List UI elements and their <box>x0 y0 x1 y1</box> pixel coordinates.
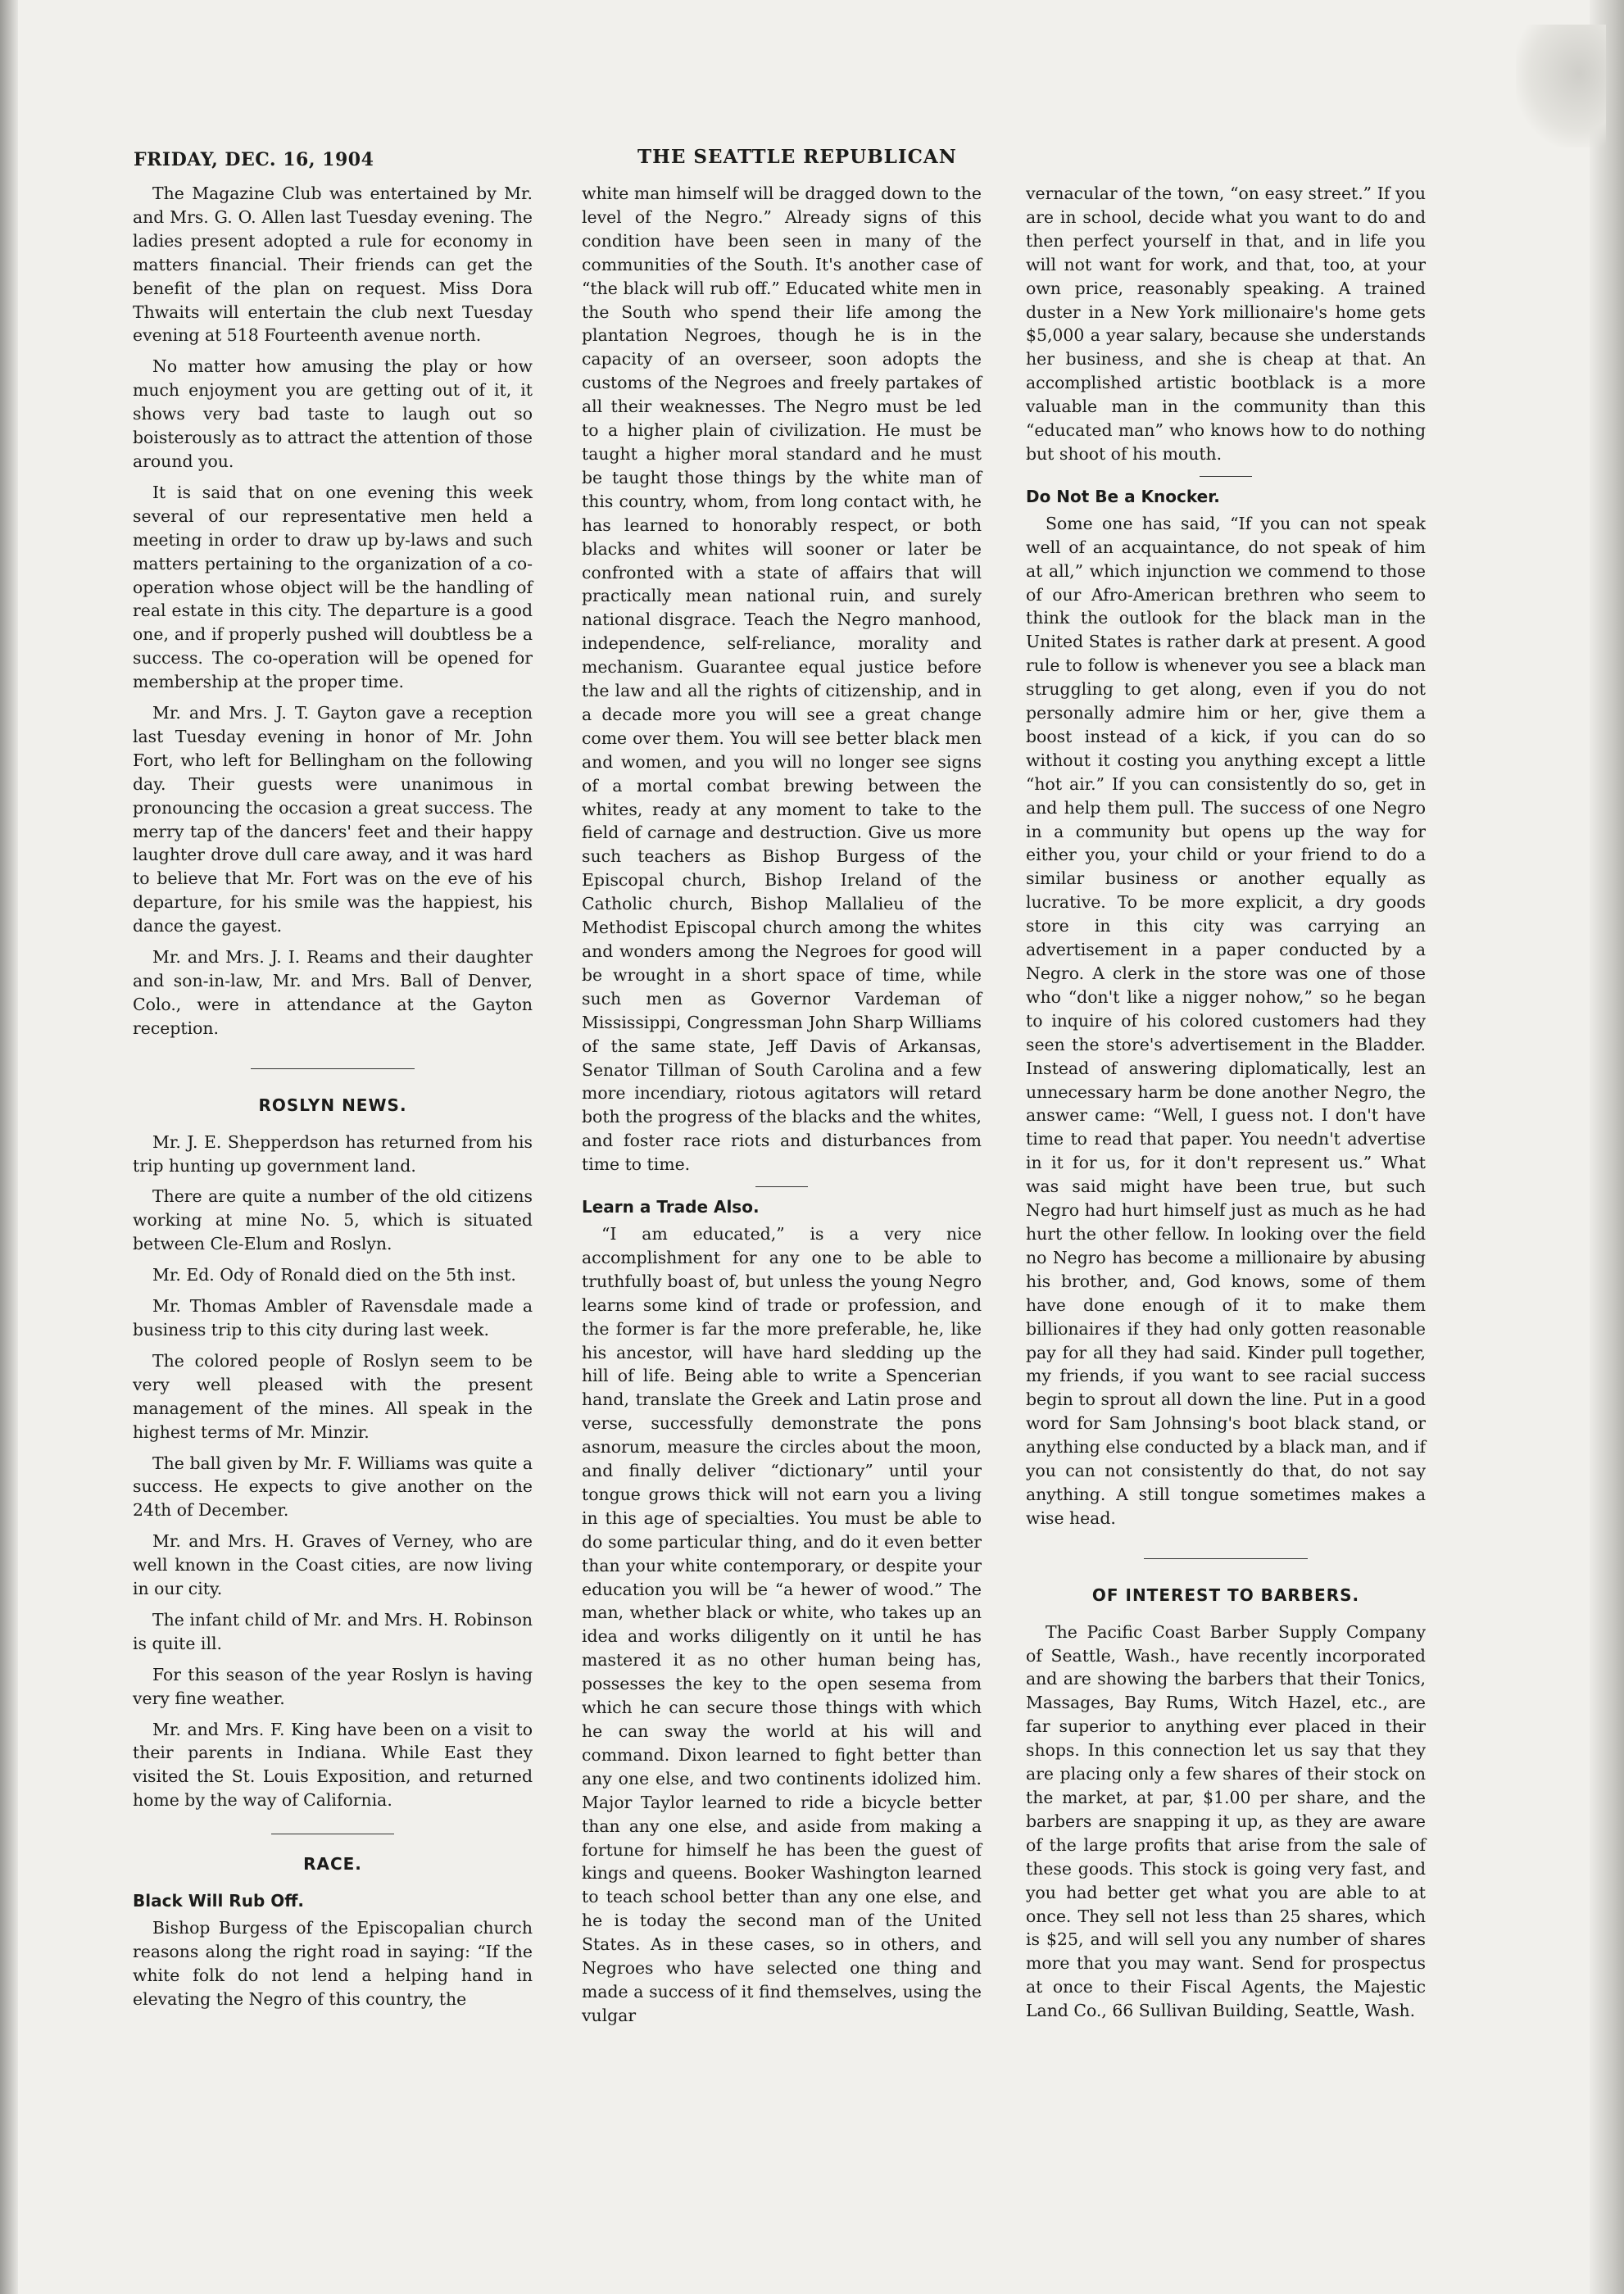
roslyn-item: The ball given by Mr. F. Williams was quite a success. He expects to give another on the 24th of December. <box>133 1453 533 1521</box>
column-2 <box>582 182 982 2035</box>
page-corner-curl <box>1516 25 1606 147</box>
paragraph-gayton-reception: Mr. and Mrs. J. T. Gayton gave a reception last Tuesday evening in honor of Mr. John Fort, who left for Bellingham on the following day. Their guests were unanimous in pronouncing the occasion a great success. The merry tap of the dancers' feet and their happy laughter drove dull care away, and it was hard to believe that Mr. Fort was on the eve of his departure, for his smile was the happiest, his dance the gayest. <box>133 703 533 936</box>
roslyn-item: Mr. and Mrs. F. King have been on a visit to their parents in Indiana. While East they visited the St. Louis Exposition, and returned home by the way of California. <box>133 1719 533 1811</box>
paragraph-learn-a-trade: “I am educated,” is a very nice accomplishment for any one to be able to truthfully boast of, but unless the young Negro learns some kind of trade or profession, and the former is far the more preferable, he, like his ancestor, will have hard sledding up the hill of life. Being able to write a Spencerian hand, translate the Greek and Latin prose and verse, successfully demonstrate the pons asnorum, measure the circles about the moon, and finally deliver “dictionary” until your tongue grows thick will not earn you a living in this age of specialties. You must be able to do some particular thing, and do it even better than your white contemporary, or despite your education you will be “a hewer of wood.” The man, whether black or white, who takes up an idea and works diligently on it until he has mastered it as no other human being has, possesses the key to the open sesema from which he can secure those things with which he can sway the world at his will and command. Dixon learned to fight better than any one else, and two continents idolized him. Major Taylor learned to ride a bicycle better than any one else, and aside from making a fortune for himself he has been the guest of kings and queens. Booker Washington learned to teach school better than any one else, and he is today the second man of the United States. As in these cases, so in others, and Negroes who have selected one thing and made a success of it find themselves, using the vulgar <box>582 1223 982 2025</box>
paragraph-rub-off-continued: white man himself will be dragged down to the level of the Negro.” Already signs of this condition have been seen in many of the communities of the South. It's another case of “the black will rub off.” Educated white men in the South who spend their life among the plantation Negroes, though he is in the capacity of an overseer, soon adopts the customs of the Negroes and freely partakes of all their weaknesses. The Negro must be led to a higher plain of civilization. He must be taught a higher moral standard and he must be taught those things by the white man of this country, whom, from long contact with, he has learned to honorably respect, or both blacks and whites will sooner or later be confronted with a state of affairs that will practically mean national ruin, and surely national disgrace. Teach the Negro manhood, independence, self-reliance, morality and mechanism. Guarantee equal justice before the law and all the rights of citizenship, and in a decade more you will see a great change come over them. You will see better black men and women, and you will no longer see signs of a mortal combat brewing between the whites, ready at any moment to take to the field of carnage and destruction. Give us more such teachers as Bishop Burgess of the Episcopal church, Bishop Ireland of the Catholic church, Bishop Mallalieu of the Methodist Episcopal church among the whites and wonders among the Negroes for good will be wrought in a short space of time, while such men as Governor Vardeman of Mississippi, Congressman John Sharp Williams of the same state, Jeff Davis of Arkansas, Senator Tillman of South Carolina and a few more incendiary, riotous agitators will retard both the progress of the blacks and the whites, and foster race riots and disturbances from time to time. <box>582 184 982 1175</box>
article-heading-learn-a-trade: Learn a Trade Also. <box>582 1197 760 1217</box>
page-gutter-shadow <box>0 0 18 2294</box>
roslyn-item: Mr. and Mrs. H. Graves of Verney, who are well known in the Coast cities, are now living in our city. <box>133 1531 533 1599</box>
section-divider <box>1200 476 1252 477</box>
paragraph-knocker: Some one has said, “If you can not speak well of an acquaintance, do not speak of him at all,” which injunction we commend to those of our Afro-American brethren who seem to think the outlook for the black man in the United States is rather dark at present. A good rule to follow is whenever you see a black man struggling to get along, even if you do not personally admire him or her, give them a boost instead of a kick, if you can do so without it costing you anything except a little “hot air.” If you can consistently do so, get in and help them pull. The success of one Negro in a community but opens up the way for either you, your child or your friend to do a similar business or another equally as lucrative. To be more explicit, a dry goods store in this city was carrying an advertisement in a paper conducted by a Negro. A clerk in the store was one of those who “don't like a nigger nohow,” so he began to inquire of his colored customers had they seen the store's advertisement in the Bladder. Instead of answering diplomatically, lest an unnecessary harm be done another Negro, the answer came: “Well, I guess not. I don't have time to read that paper. You needn't advertise in it for us, for it don't represent us.” What was said might have been true, but such Negro had hurt himself just as much as he had hurt the other fellow. In looking over the field no Negro has become a millionaire by abusing his brother, and, God knows, some of them have done enough of it to make them billionaires if they had only gotten reasonable pay for all they had said. Kinder pull together, my friends, if you want to see racial success begin to sprout all down the line. Put in a good word for Sam Johnsing's boot black stand, or anything else conducted by a black man, and if you can not consistently do that, do not say anything. A still tongue sometimes makes a wise head. <box>1026 513 1426 1528</box>
section-heading-barbers: OF INTEREST TO BARBERS. <box>1091 1584 1360 1605</box>
paragraph-play-etiquette: No matter how amusing the play or how much enjoyment you are getting out of it, it shows very bad taste to laugh out so boisterously as to attract the attention of those around you. <box>133 356 533 471</box>
paragraph-co-operation: It is said that on one evening this week several of our representative men held a meeting in order to draw up by-laws and such matters pertaining to the organization of a co-operation whose object will be the handling of real estate in this city. The departure is a good one, and if properly pushed will doubtless be a success. The co-operation will be opened for membership at the proper time. <box>133 482 533 692</box>
paragraph-magazine-club: The Magazine Club was entertained by Mr. and Mrs. G. O. Allen last Tuesday evening. The ladies present adopted a rule for economy in matters financial. Their friends can get the benefit of the plan on request. Miss Dora Thwaits will entertain the club next Tuesday evening at 518 Fourteenth avenue north. <box>133 184 533 346</box>
column-3 <box>1026 182 1426 2030</box>
roslyn-item: The infant child of Mr. and Mrs. H. Robinson is quite ill. <box>133 1609 533 1653</box>
paragraph-barber-supply: The Pacific Coast Barber Supply Company of Seattle, Wash., have recently incorporated and are showing the barbers that their Tonics, Massages, Bay Rums, Witch Hazel, etc., are far superior to anything ever placed in their shops. In this connection let us say that they are placing only a few shares of their stock on the market, at par, $1.00 per share, and the barbers are snapping it up, as they are aware of the large profits that arise from the sale of these goods. This stock is going very fast, and you had better get what you are able to at once. They sell not less than 25 shares, which is $25, and will sell you any number of shares more that you may want. Send for prospectus at once to their Fiscal Agents, the Majestic Land Co., 66 Sullivan Building, Seattle, Wash. <box>1026 1621 1426 2021</box>
paragraph-trade-continued: vernacular of the town, “on easy street.” If you are in school, decide what you want to do and then perfect yourself in that, and in life you will not want for work, and that, too, at your own price, reasonably speaking. A trained duster in a New York millionaire's home gets $5,000 a year salary, because she understands her business, and she is cheap at that. An accomplished artistic bootblack is a more valuable man in the community than this “educated man” who knows how to do nothing but shoot of his mouth. <box>1026 184 1426 464</box>
newspaper-title: THE SEATTLE REPUBLICAN <box>637 146 957 168</box>
roslyn-item: Mr. J. E. Shepperdson has returned from his trip hunting up government land. <box>133 1131 533 1176</box>
article-heading-black-will-rub-off: Black Will Rub Off. <box>133 1891 305 1911</box>
section-heading-roslyn: ROSLYN NEWS. <box>258 1095 407 1115</box>
section-divider <box>251 1068 415 1069</box>
paragraph-reams-guests: Mr. and Mrs. J. I. Reams and their daughter and son-in-law, Mr. and Mrs. Ball of Denver, Colo., were in attendance at the Gayton reception. <box>133 947 533 1038</box>
roslyn-item: There are quite a number of the old citizens working at mine No. 5, which is situated between Cle-Elum and Roslyn. <box>133 1186 533 1254</box>
page-right-edge <box>1590 0 1624 2294</box>
column-1 <box>133 182 533 2019</box>
article-heading-do-not-be-a-knocker: Do Not Be a Knocker. <box>1026 486 1220 506</box>
issue-date: FRIDAY, DEC. 16, 1904 <box>134 149 374 170</box>
roslyn-item: For this season of the year Roslyn is having very fine weather. <box>133 1664 533 1708</box>
section-heading-race: RACE. <box>303 1854 362 1875</box>
roslyn-item: Mr. Ed. Ody of Ronald died on the 5th inst. <box>152 1265 516 1285</box>
roslyn-item: The colored people of Roslyn seem to be very well pleased with the present management of the mines. All speak in the highest terms of Mr. Minzir. <box>133 1350 533 1442</box>
section-divider <box>755 1186 808 1187</box>
roslyn-item: Mr. Thomas Ambler of Ravensdale made a business trip to this city during last week. <box>133 1296 533 1340</box>
paragraph-bishop-burgess: Bishop Burgess of the Episcopalian church reasons along the right road in saying: “If the white folk do not lend a helping hand in elevating the Negro of this country, the <box>133 1918 533 2009</box>
section-divider <box>1144 1558 1308 1559</box>
